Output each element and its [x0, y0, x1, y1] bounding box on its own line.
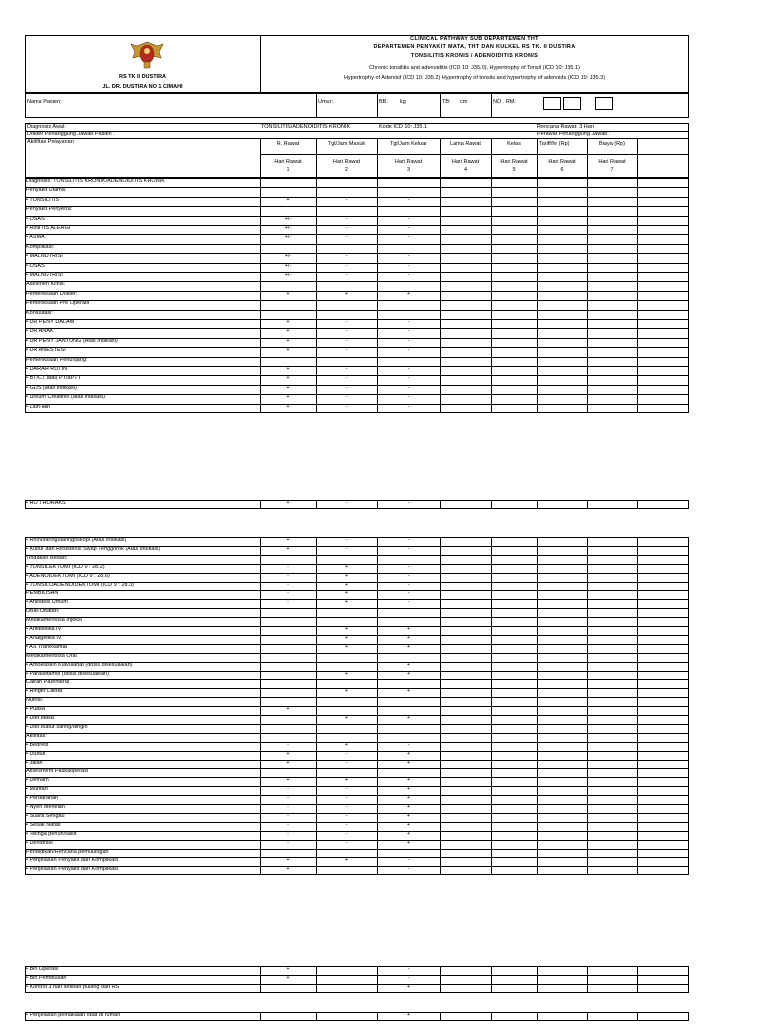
row-value-day-3: +	[406, 839, 411, 846]
row-label: • Antibiotika IV	[26, 626, 62, 632]
row-value-day-2: +	[344, 590, 349, 597]
row-value-day-1: -	[287, 563, 289, 570]
row-value-day-2: +	[344, 688, 349, 695]
row-label: • DR PENY DALAM	[26, 319, 75, 325]
row-label: • DR ANESTESI	[26, 347, 66, 354]
title-line-1: CLINICAL PATHWAY SUB DEPARTEMEN THT	[410, 36, 539, 42]
patient-height-label: TB:	[442, 99, 451, 105]
row-value-day-2: -	[345, 262, 348, 269]
table-col-line	[316, 1012, 317, 1021]
row-value-day-3: +	[406, 795, 411, 802]
patient-row	[25, 93, 689, 118]
hari-rawat-day: 2	[344, 167, 349, 173]
row-label: • Ringer Laktat	[26, 688, 63, 695]
patient-age-label: Umur:	[318, 99, 333, 105]
table-col-line	[440, 966, 441, 993]
row-value-day-3: +	[406, 759, 411, 766]
table-col-line	[537, 178, 538, 413]
icd-code: Kode ICD 10: J35.1	[379, 124, 428, 130]
row-value-day-2: +	[344, 857, 349, 864]
row-label: • Bin Operasi	[26, 966, 59, 972]
hari-rawat-label: Hari Rawat	[332, 159, 361, 165]
row-label: • TONSILEKTOMI (ICD 9 : 28.2)	[26, 563, 105, 570]
hari-rawat-label: Hari Rawat	[394, 159, 423, 165]
table-col-line	[587, 966, 588, 993]
row-label: PEMBIUSAN	[26, 590, 59, 597]
row-value-day-2: +	[344, 741, 349, 748]
row-value-day-2: -	[345, 500, 348, 506]
row-value-day-1: +	[286, 545, 290, 552]
patient-name-label: Nama Pasien:	[27, 99, 62, 105]
table-col-line	[491, 178, 492, 413]
row-value-day-1: -	[287, 830, 289, 837]
row-value-day-1: -	[287, 590, 289, 597]
row-value-day-1: +	[286, 290, 290, 297]
row-value-day-2: -	[345, 337, 348, 344]
row-label: • AS Tranexamat	[26, 643, 68, 650]
row-value-day-2: -	[345, 786, 348, 793]
diagnosis-value: TONSILITIS/ADENOIDITIS KRONIK	[261, 124, 351, 130]
row-value-day-2: +	[344, 643, 349, 650]
row-value-day-1: -	[287, 741, 289, 748]
row-value-day-3: -	[407, 590, 410, 597]
rm-box-3[interactable]	[595, 97, 613, 110]
row-value-day-3: +	[406, 626, 411, 632]
row-value-day-1: +	[286, 706, 290, 713]
row-value-day-1: +	[286, 347, 290, 354]
row-value-day-1: -	[287, 795, 289, 802]
row-value-day-3: +	[406, 984, 411, 990]
row-label: Pendidikan/Rencana pemulangan	[26, 848, 109, 855]
row-value-day-1: +	[286, 975, 290, 981]
hari-rawat-label: Hari Rawat	[451, 159, 480, 165]
table-col-line	[491, 1012, 492, 1021]
table-col-line	[637, 966, 638, 993]
row-value-day-1: -	[287, 581, 289, 588]
row-label: • Penjelasan Penyakit dan Komplikasi	[26, 866, 119, 873]
row-value-day-2: -	[345, 375, 348, 382]
row-value-day-1: -	[287, 821, 289, 828]
row-label: Assesment Paskaoperasi	[26, 768, 89, 775]
row-value-day-2: -	[345, 759, 348, 766]
row-label: • Kontrol 3 hari setelah pulang dari RS	[26, 984, 120, 990]
row-value-day-3: +	[406, 1012, 411, 1018]
row-value-day-2: -	[345, 272, 348, 278]
row-value-day-1: +	[286, 403, 290, 410]
row-value-day-3: -	[407, 328, 410, 335]
row-label: • Demam	[26, 777, 49, 784]
hari-rawat-label: Hari Rawat	[598, 159, 626, 165]
row-value-day-1: +	[286, 394, 290, 401]
row-value-day-3: -	[407, 563, 410, 570]
row-label: Asesmen Klinis:	[26, 281, 66, 288]
row-value-day-2: -	[345, 225, 348, 231]
row-value-day-2: +	[344, 715, 349, 721]
row-value-day-3: -	[407, 741, 410, 748]
row-label: • Jalan	[26, 759, 43, 766]
table-col-line	[537, 966, 538, 993]
row-value-day-3: +	[406, 670, 411, 677]
row-value-day-3: -	[407, 234, 410, 241]
row-label: • DR ANAK	[26, 328, 54, 335]
row-label: • Analgetika IV	[26, 634, 62, 641]
row-value-day-3: +	[406, 634, 411, 641]
col-divider	[637, 138, 638, 178]
row-label: • OSAS	[26, 215, 45, 222]
row-label: • Perdarahan	[26, 795, 59, 802]
row-value-day-2: -	[345, 394, 348, 401]
patient-height-unit: cm	[460, 99, 468, 105]
row-label: • Penjelasan Penyakit dan Komplikasi	[26, 857, 119, 864]
row-label: • Nyeri Menelan	[26, 804, 65, 810]
info-h2	[25, 138, 689, 139]
row-label: Diagnosis: TONSILITIS KRONIK/ADENOIDITIS KRONIK	[26, 178, 165, 184]
row-value-day-3: +	[406, 643, 411, 650]
table-col-line	[637, 500, 638, 509]
row-label: • RINITIS ALERGI	[26, 225, 71, 231]
row-label: Penyakit Penyerta:	[26, 206, 73, 213]
row-label: • MALNUTRISI	[26, 272, 63, 278]
row-value-day-1: +/-	[284, 253, 292, 260]
row-label: • Lain-lain	[26, 403, 51, 410]
title-line-3: TONSILITIS KRONIS / ADENOIDITIS KRONIS	[410, 53, 539, 59]
row-value-day-3: -	[407, 545, 410, 552]
row-value-day-2: -	[345, 253, 348, 260]
row-label: Medikamentosa Oral	[26, 652, 77, 659]
row-label: Nutrisi:	[26, 697, 44, 704]
row-label: Medikamentosa Injeksi	[26, 617, 82, 624]
hari-rawat-day: 6	[560, 167, 564, 173]
row-label: • Parasetamol (dosis disesuaikan)	[26, 670, 109, 677]
table-col-line	[440, 1012, 441, 1021]
row-value-day-2: -	[345, 545, 348, 552]
row-value-day-1: +/-	[284, 234, 292, 241]
row-value-day-3: -	[407, 403, 410, 410]
row-value-day-1: +	[286, 857, 290, 864]
hospital-address: JL. DR. DUSTIRA NO 1 CIMAHI	[102, 84, 183, 90]
row-value-day-3: -	[407, 581, 410, 588]
row-label: • Sesak Nafas	[26, 821, 61, 828]
row-value-day-2: -	[345, 537, 348, 543]
row-value-day-3: +	[406, 821, 411, 828]
hari-rawat-day: 5	[512, 167, 516, 173]
col-header-divider	[260, 154, 689, 155]
row-label: • RO THORAKS	[26, 500, 66, 506]
row-value-day-1: +	[286, 966, 290, 972]
row-value-day-1: +/-	[284, 225, 292, 231]
hari-rawat-day: 3	[406, 167, 411, 173]
row-value-day-1: +/-	[284, 215, 292, 222]
hospital-name: RS TK II DUSTIRA	[118, 74, 167, 80]
table-col-line	[491, 500, 492, 509]
row-value-day-2: -	[345, 750, 348, 757]
col-header-4: Kelas	[507, 141, 521, 147]
table-col-line	[491, 966, 492, 993]
row-value-day-1: +	[286, 500, 290, 506]
row-label: • TONSILITIS	[26, 196, 60, 203]
row-value-day-2: -	[345, 384, 348, 391]
row-value-day-3: -	[407, 572, 410, 579]
hari-rawat-label: Hari Rawat	[274, 159, 302, 165]
table-col-line	[440, 178, 441, 413]
row-label: • Dehidrasi	[26, 839, 53, 846]
row-value-day-1: +/-	[284, 262, 292, 269]
row-value-day-3: +	[406, 804, 411, 810]
row-value-day-3: -	[407, 262, 410, 269]
hospital-logo-icon	[127, 38, 167, 70]
row-label: • DR PENY JANTUNG (Atas Indikasi)	[26, 337, 118, 344]
row-label: • Telinga penuh/sakit	[26, 830, 77, 837]
row-label: • Diet bubur saring/dingin	[26, 723, 88, 730]
row-value-day-3: -	[407, 384, 410, 391]
row-label: • Rhinofaringolaringoskopi (Atas Indikasi)	[26, 537, 127, 543]
patient-weight-unit: kg	[400, 99, 406, 105]
row-label: • MALNUTRISI	[26, 253, 63, 260]
pr-div-2	[377, 93, 378, 118]
row-label: Komplikasi:	[26, 243, 55, 250]
row-value-day-1: -	[287, 572, 289, 579]
row-value-day-1: +	[286, 777, 290, 784]
row-value-day-3: -	[407, 196, 410, 203]
row-value-day-3: -	[407, 253, 410, 260]
row-label: Pemeriksaan Dokter:	[26, 290, 78, 297]
table-col-line	[637, 1012, 638, 1021]
col-header-2: Tgl/Jam Keluar	[390, 141, 427, 147]
dokter-label: Dokter Penanggung Jawab Pasien :	[27, 131, 115, 137]
table-col-line	[440, 500, 441, 509]
row-value-day-3: -	[407, 599, 410, 606]
row-value-day-3: -	[407, 394, 410, 401]
col-header-6: Biaya (Rp)	[599, 141, 625, 147]
row-value-day-1: -	[287, 839, 289, 846]
row-value-day-2: -	[345, 366, 348, 372]
row-label: Tindakan Bedah:	[26, 554, 68, 561]
col-header-3: Lama Rawat	[450, 141, 481, 147]
row-value-day-1: +	[286, 328, 290, 335]
row-value-day-3: -	[407, 366, 410, 372]
row-label: • DARAH RUTIN	[26, 366, 68, 372]
row-value-day-1: +	[286, 319, 290, 325]
row-label: • BT/CT atau PT/aPTT	[26, 375, 82, 382]
row-value-day-3: -	[407, 225, 410, 231]
table-col-line	[260, 1012, 261, 1021]
table-col-line	[537, 1012, 538, 1021]
hari-rawat-day: 1	[286, 167, 290, 173]
col-header-0: R. Rawat	[276, 141, 300, 147]
patient-rm-label: NO . RM:	[493, 99, 516, 105]
row-value-day-2: -	[345, 812, 348, 819]
row-label: • Ureum Creatinin (atas indikasi)	[26, 394, 105, 401]
row-label: • Bin Pembiusan	[26, 975, 67, 981]
row-label: Cairan Parenteral	[26, 679, 70, 686]
row-value-day-1: +	[286, 337, 290, 344]
row-value-day-2: +	[344, 634, 349, 641]
row-label: • Bedrest	[26, 741, 49, 748]
row-value-day-3: -	[407, 866, 410, 873]
row-label: Obat-Obatan:	[26, 608, 60, 615]
row-value-day-3: +	[406, 688, 411, 695]
row-value-day-3: -	[407, 375, 410, 382]
rm-box-2[interactable]	[563, 97, 581, 110]
table-col-line	[537, 500, 538, 509]
title-line-2: DEPARTEMEN PENYAKIT MATA, THT DAN KULKEL RS TK. II DUSTIRA	[373, 44, 576, 50]
col-header-5: Tariff/hr (Rp)	[539, 141, 570, 147]
row-label: • Puasa	[26, 706, 46, 713]
row-value-day-2: +	[344, 563, 349, 570]
row-value-day-3: -	[407, 966, 410, 972]
row-label: Pemeriksaan Pre Operatif	[26, 300, 90, 307]
row-value-day-3: +	[406, 786, 411, 793]
row-value-day-2: +	[344, 599, 349, 606]
row-value-day-2: +	[344, 670, 349, 677]
row-value-day-2: +	[344, 777, 349, 784]
row-value-day-2: -	[345, 830, 348, 837]
row-value-day-3: -	[407, 319, 410, 325]
hari-rawat-label: Hari Rawat	[548, 159, 576, 165]
row-label: • ADENOIDEKTOMI (ICD 9 : 28.6)	[26, 572, 110, 579]
row-value-day-1: +	[286, 384, 290, 391]
row-value-day-1: -	[287, 599, 289, 606]
row-value-day-1: +	[286, 366, 290, 372]
pr-div-4	[491, 93, 492, 118]
row-label: Konsultasi:	[26, 309, 53, 316]
row-label: • TONSILOADENOIDEKTOMI (ICD 9 : 28.3)	[26, 581, 134, 588]
table-col-line	[316, 966, 317, 993]
hari-rawat-label: Hari Rawat	[500, 159, 528, 165]
col-header-1: Tgl/Jam Masuk	[327, 141, 366, 147]
row-value-day-3: +	[406, 830, 411, 837]
diagnosis-awal-label: Diagnosis Awal:	[27, 124, 66, 130]
row-value-day-3: -	[407, 347, 410, 354]
title-line-5: Hypertrophy of Adenoid (ICD 10: J35.2) Hypertrophy of tonsils and hypertrophy of adenoids (ICD 10: J35.3)	[343, 75, 606, 81]
row-label: • Diet biasa	[26, 715, 54, 721]
row-label: • ASMA	[26, 234, 45, 241]
row-value-day-1: -	[287, 812, 289, 819]
row-value-day-2: -	[345, 215, 348, 222]
row-value-day-2: -	[345, 403, 348, 410]
aktifitas-label: Aktifitas Pelayanan	[27, 139, 74, 145]
row-value-day-1: +	[286, 537, 290, 543]
row-value-day-2: -	[345, 328, 348, 335]
row-value-day-2: -	[345, 319, 348, 325]
hari-rawat-day: 7	[610, 167, 614, 173]
row-label: Penyakit Utama:	[26, 187, 67, 194]
perawat-label: Perawat Penanggung Jawab :	[537, 131, 611, 137]
table-col-line	[587, 178, 588, 413]
row-value-day-3: +	[406, 715, 411, 721]
row-value-day-1: +/-	[284, 272, 292, 278]
row-label: • Anestesi Umum	[26, 599, 68, 606]
row-value-day-1: +	[286, 196, 290, 203]
row-value-day-1: +	[286, 750, 290, 757]
row-value-day-2: -	[345, 234, 348, 241]
rm-box-1[interactable]	[543, 97, 561, 110]
row-value-day-2: -	[345, 196, 348, 203]
row-value-day-2: -	[345, 839, 348, 846]
row-label: • Duduk	[26, 750, 46, 757]
row-label: • GDS (atas indikasi)	[26, 384, 77, 391]
row-value-day-1: -	[287, 804, 289, 810]
row-value-day-3: -	[407, 272, 410, 278]
table-col-line	[587, 1012, 588, 1021]
row-value-day-2: -	[345, 795, 348, 802]
row-value-day-3: +	[406, 661, 411, 668]
row-value-day-3: -	[407, 500, 410, 506]
title-line-4: Chronic tonsilitis and adenoiditis (ICD 10: J35.0), Hypertrophy of Tonsil (ICD 10: J35.1)	[369, 65, 580, 71]
row-label: • Muntah	[26, 786, 48, 793]
rencana-rawat: Rencana Rawat: 3 Hari	[537, 124, 594, 130]
row-value-day-3: -	[407, 215, 410, 222]
row-value-day-1: +	[286, 375, 290, 382]
row-value-day-3: +	[406, 290, 411, 297]
row-value-day-1: +	[286, 866, 290, 873]
row-value-day-1: -	[287, 786, 289, 793]
row-value-day-2: +	[344, 290, 349, 297]
row-label: • OSAS	[26, 262, 45, 269]
row-label: • Penjelasan pemakaian obat di rumah	[26, 1012, 121, 1018]
pr-div-1	[316, 93, 317, 118]
row-label: • Amoksisilin Klavulanat (dosis disesuaikan)	[26, 661, 133, 668]
hari-rawat-day: 4	[463, 167, 468, 173]
row-value-day-3: -	[407, 537, 410, 543]
row-value-day-3: +	[406, 750, 411, 757]
row-value-day-1: +	[286, 759, 290, 766]
row-value-day-3: -	[407, 975, 410, 981]
row-value-day-2: +	[344, 572, 349, 579]
row-value-day-2: -	[345, 804, 348, 810]
row-value-day-2: -	[345, 821, 348, 828]
row-value-day-2: +	[344, 626, 349, 632]
row-value-day-3: +	[406, 812, 411, 819]
row-value-day-3: -	[407, 857, 410, 864]
row-label: Pemeriksaan Penunjang:	[26, 356, 88, 363]
row-label: • Suara Sengau	[26, 812, 65, 819]
row-value-day-3: +	[406, 777, 411, 784]
row-label: • Kultur dan Resistensi Swap Tenggorok (Atas Indikasi)	[26, 545, 161, 552]
table-col-line	[587, 500, 588, 509]
row-value-day-3: -	[407, 337, 410, 344]
patient-weight-label: BB:	[379, 99, 388, 105]
row-value-day-2: -	[345, 347, 348, 354]
pr-div-3	[440, 93, 441, 118]
table-col-line	[637, 178, 638, 413]
row-label: Aktifitas:	[26, 732, 47, 739]
row-value-day-2: +	[344, 581, 349, 588]
